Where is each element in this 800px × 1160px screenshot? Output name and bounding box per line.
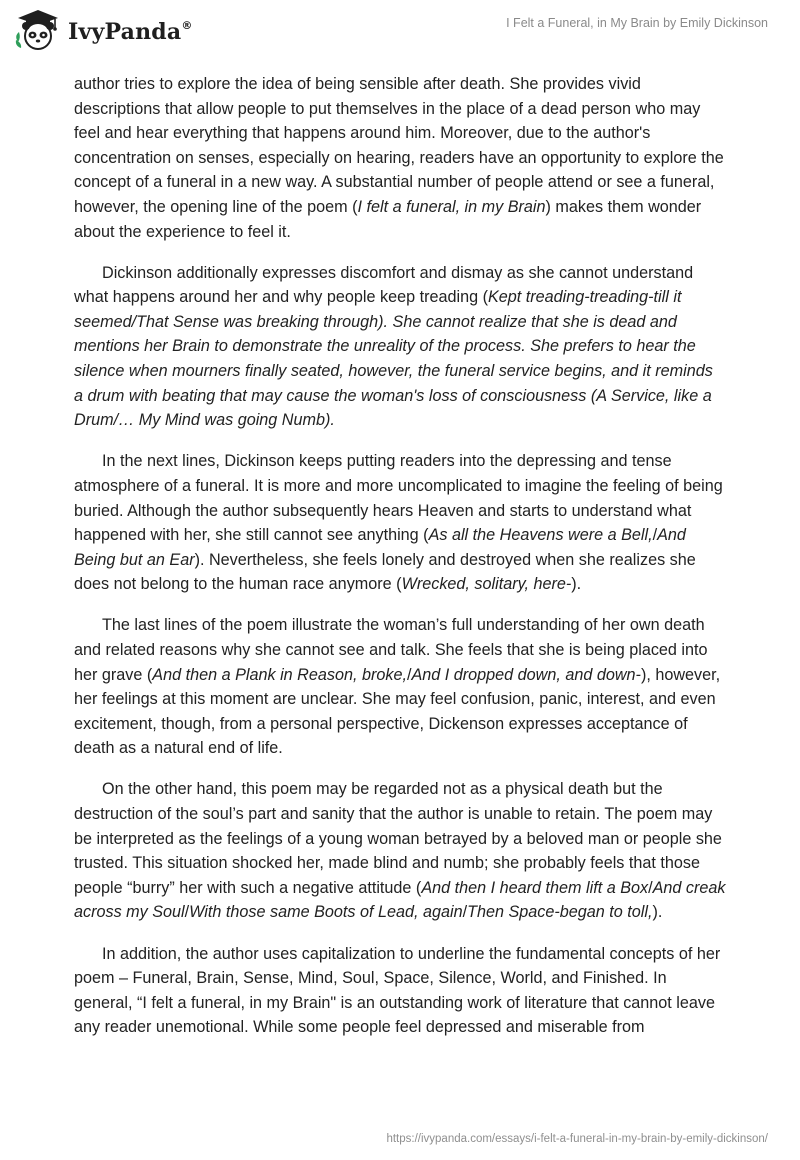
quoted-verse: And creak across my Soul bbox=[74, 878, 726, 922]
paragraph-text: / bbox=[652, 526, 658, 545]
quoted-verse: Wrecked, solitary, here- bbox=[401, 575, 572, 594]
quoted-verse: I felt a funeral, in my Brain bbox=[357, 197, 546, 216]
quoted-verse: With those same Boots of Lead, again bbox=[189, 903, 463, 922]
paragraph-text: / bbox=[648, 878, 653, 897]
brand-name: IvyPanda® bbox=[68, 18, 193, 45]
page-header bbox=[0, 0, 800, 62]
essay-body bbox=[74, 72, 726, 1056]
panda-graduate-icon bbox=[14, 8, 62, 52]
paragraph-text: ). Nevertheless, she feels lonely and destroyed when she realizes she does not belong to the human race anymore ( bbox=[74, 550, 696, 594]
paragraph-text: ), however, her feelings at this moment are unclear. She may feel confusion, panic, interest, and even excitement, though, from a personal perspective, Dickenson expresses acceptance of death as a natural end of life. bbox=[74, 665, 721, 758]
paragraph-text: ). bbox=[571, 575, 582, 594]
paragraph-text: author tries to explore the idea of being sensible after death. She provides vivid descriptions that allow people to put themselves in the place of a dead person who may feel and hear everything that happens around him. Moreover, due to the author's concentration on senses, especially on hearing, readers have an opportunity to explore the concept of a funeral in a new way. A substantial number of people attend or see a funeral, however, the opening line of the poem ( bbox=[74, 75, 724, 216]
quoted-verse: And I dropped down, and down- bbox=[411, 665, 641, 684]
essay-paragraph bbox=[74, 777, 726, 925]
paragraph-text: / bbox=[406, 665, 412, 684]
quoted-verse: And then a Plank in Reason, broke, bbox=[152, 665, 407, 684]
paragraph-text: / bbox=[184, 903, 190, 922]
paragraph-text: In addition, the author uses capitalization to underline the fundamental concepts of her poem – Funeral, Brain, Sense, Mind, Soul, Space, Silence, World, and Finished. In general, “I felt a funeral, in my Brain" is an outstanding work of literature that cannot leave any reader unemotional. While some people feel depressed and miserable from bbox=[74, 944, 721, 1037]
essay-paragraph bbox=[74, 942, 726, 1040]
essay-paragraph bbox=[74, 72, 726, 244]
essay-paragraph bbox=[74, 261, 726, 433]
brand-logo[interactable] bbox=[14, 8, 193, 52]
essay-paragraph bbox=[74, 613, 726, 761]
paragraph-text: The last lines of the poem illustrate the woman’s full understanding of her own death and related reasons why she cannot see and talk. She feels that she is being placed into her grave ( bbox=[74, 616, 708, 684]
essay-paragraph bbox=[74, 449, 726, 597]
paragraph-text: ). bbox=[652, 903, 663, 922]
quoted-verse: As all the Heavens were a Bell, bbox=[428, 526, 653, 545]
paragraph-text: On the other hand, this poem may be regarded not as a physical death but the destruction of the soul’s part and sanity that the author is unable to retain. The poem may be interpreted as the feelings of a young woman betrayed by a beloved man or people she trusted. This situation shocked her, made blind and numb; she probably feels that those people “burry” her with such a negative attitude ( bbox=[74, 780, 722, 897]
paragraph-text: ) makes them wonder about the experience to feel it. bbox=[74, 197, 702, 241]
quoted-verse: And Being but an Ear bbox=[74, 526, 686, 569]
paragraph-text: / bbox=[462, 903, 468, 922]
quoted-verse: Kept treading-treading-till it seemed/That Sense was breaking through). She cannot realize that she is dead and mentions her Brain to demonstrate the unreality of the process. She prefers to hear the silence when mourners finally seated, however, the funeral service begins, and it reminds a drum with beating that may cause the woman's loss of consciousness (A Service, like a Drum/… My Mind was going Numb). bbox=[74, 288, 713, 430]
paragraph-text: Dickinson additionally expresses discomfort and dismay as she cannot understand what happens around her and why people keep treading ( bbox=[74, 263, 694, 307]
quoted-verse: Then Space-began to toll, bbox=[467, 903, 653, 922]
document-title: I Felt a Funeral, in My Brain by Emily Dickinson bbox=[506, 16, 768, 30]
source-url[interactable]: https://ivypanda.com/essays/i-felt-a-funeral-in-my-brain-by-emily-dickinson/ bbox=[386, 1133, 768, 1145]
quoted-verse: And then I heard them lift a Box bbox=[421, 878, 649, 897]
paragraph-text: In the next lines, Dickinson keeps putting readers into the depressing and tense atmosphere of a funeral. It is more and more uncomplicated to imagine the feeling of being buried. Although the author subsequently hears Heaven and starts to understand what happened with her, she still cannot see anything ( bbox=[74, 452, 723, 545]
